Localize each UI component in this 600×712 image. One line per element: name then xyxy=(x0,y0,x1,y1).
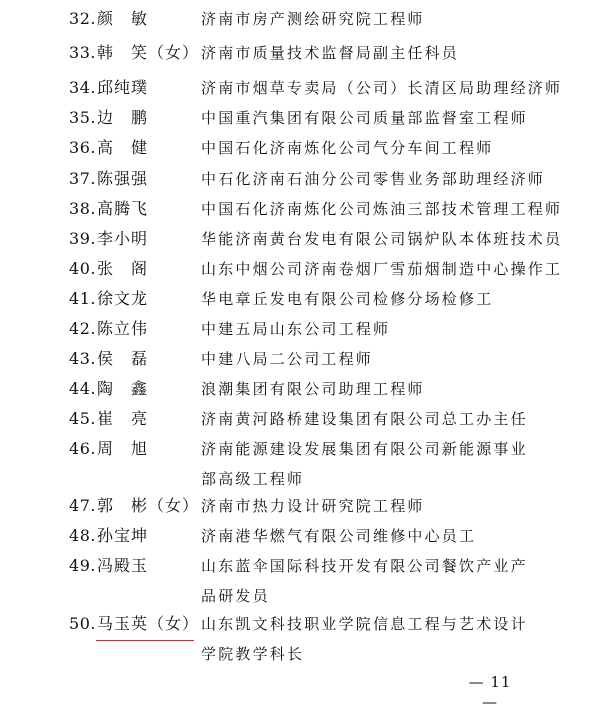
entry-number: 37. xyxy=(69,169,96,188)
entry-number: 46. xyxy=(69,439,96,458)
org-line: 济南市热力设计研究院工程师 xyxy=(201,497,425,515)
org-line-continued: 部高级工程师 xyxy=(201,470,305,488)
list-item xyxy=(0,404,600,434)
list-item xyxy=(0,224,600,254)
entry-number: 49. xyxy=(69,556,96,575)
entry-organization xyxy=(201,38,531,68)
entry-organization xyxy=(201,73,563,103)
entry-number: 48. xyxy=(69,526,96,545)
entry-organization xyxy=(201,164,546,194)
entry-organization xyxy=(201,224,563,254)
org-line: 济南港华燃气有限公司维修中心员工 xyxy=(201,527,477,545)
org-line: 山东蓝伞国际科技开发有限公司餐饮产业产 xyxy=(201,557,528,575)
entry-organization xyxy=(201,103,531,133)
entry-number: 39. xyxy=(69,229,96,248)
entry-number: 36. xyxy=(69,138,96,157)
org-line: 华电章丘发电有限公司检修分场检修工 xyxy=(201,290,494,308)
entry-name: 周 旭 xyxy=(97,439,149,458)
list-item xyxy=(0,284,600,314)
list-item xyxy=(0,374,600,404)
entry-number: 47. xyxy=(69,496,96,515)
entry-name: 马玉英（女） xyxy=(97,614,200,633)
org-line-continued: 学院教学科长 xyxy=(201,645,305,663)
list-item xyxy=(0,314,600,344)
entry-number: 35. xyxy=(69,108,96,127)
entry-name: 高 健 xyxy=(97,138,149,157)
entry-organization xyxy=(201,404,531,434)
list-item xyxy=(0,4,600,34)
list-item xyxy=(0,133,600,163)
entry-name: 邱纯璞 xyxy=(97,78,149,97)
org-line-continued: 品研发员 xyxy=(201,587,270,605)
entry-number: 43. xyxy=(69,349,96,368)
entry-name: 李小明 xyxy=(97,229,149,248)
list-item xyxy=(0,521,600,551)
entry-organization xyxy=(201,374,531,404)
entry-organization xyxy=(201,344,531,374)
entry-number: 38. xyxy=(69,199,96,218)
entry-name: 徐文龙 xyxy=(97,289,149,308)
entry-organization xyxy=(201,4,531,34)
entry-organization xyxy=(201,521,531,551)
entry-organization xyxy=(201,609,531,669)
org-line: 中国石化济南炼化公司炼油三部技术管理工程师 xyxy=(201,200,563,218)
entry-organization xyxy=(201,314,531,344)
list-item xyxy=(0,73,600,103)
org-line: 济南能源建设发展集团有限公司新能源事业 xyxy=(201,440,528,458)
org-line: 济南市质量技术监督局副主任科员 xyxy=(201,44,460,62)
org-line: 中石化济南石油分公司零售业务部助理经济师 xyxy=(201,170,546,188)
entry-organization xyxy=(201,551,531,611)
entry-number: 32. xyxy=(69,9,96,28)
org-line: 山东凯文科技职业学院信息工程与艺术设计 xyxy=(201,615,528,633)
org-line: 中建五局山东公司工程师 xyxy=(201,320,391,338)
entry-organization xyxy=(201,491,531,521)
org-line: 济南市烟草专卖局（公司）长清区局助理经济师 xyxy=(201,79,563,97)
entry-organization xyxy=(201,133,531,163)
list-item xyxy=(0,551,600,611)
entry-name: 冯殿玉 xyxy=(97,556,149,575)
entry-organization xyxy=(201,434,531,494)
entry-organization xyxy=(201,194,563,224)
list-item xyxy=(0,194,600,224)
entry-name: 陈强强 xyxy=(97,169,149,188)
entry-name: 陈立伟 xyxy=(97,319,149,338)
org-line: 山东中烟公司济南卷烟厂雪茄烟制造中心操作工 xyxy=(201,260,563,278)
org-line: 济南黄河路桥建设集团有限公司总工办主任 xyxy=(201,410,528,428)
page-number: — 11 — xyxy=(468,673,512,711)
list-item xyxy=(0,38,600,68)
list-item xyxy=(0,344,600,374)
list-item xyxy=(0,434,600,494)
entry-organization xyxy=(201,254,563,284)
list-item xyxy=(0,254,600,284)
entry-name: 韩 笑（女） xyxy=(97,43,200,62)
entry-name: 边 鹏 xyxy=(97,108,149,127)
entry-number: 40. xyxy=(69,259,96,278)
entry-name: 郭 彬（女） xyxy=(97,496,200,515)
list-item xyxy=(0,609,600,669)
entry-number: 34. xyxy=(69,78,96,97)
org-line: 中建八局二公司工程师 xyxy=(201,350,374,368)
list-item xyxy=(0,491,600,521)
entry-name: 陶 鑫 xyxy=(97,379,149,398)
list-item xyxy=(0,164,600,194)
org-line: 济南市房产测绘研究院工程师 xyxy=(201,10,425,28)
entry-name: 张 阁 xyxy=(97,259,149,278)
entry-number: 44. xyxy=(69,379,96,398)
entry-name: 崔 亮 xyxy=(97,409,149,428)
org-line: 中国石化济南炼化公司气分车间工程师 xyxy=(201,139,494,157)
org-line: 华能济南黄台发电有限公司锅炉队本体班技术员 xyxy=(201,230,563,248)
entry-number: 45. xyxy=(69,409,96,428)
org-line: 中国重汽集团有限公司质量部监督室工程师 xyxy=(201,109,528,127)
entry-name: 孙宝坤 xyxy=(97,526,149,545)
entry-name: 高腾飞 xyxy=(97,199,149,218)
entry-number: 41. xyxy=(69,289,96,308)
entry-organization xyxy=(201,284,531,314)
entry-number: 42. xyxy=(69,319,96,338)
list-item xyxy=(0,103,600,133)
entry-name: 侯 磊 xyxy=(97,349,149,368)
entry-number: 33. xyxy=(69,43,96,62)
entry-number: 50. xyxy=(69,614,96,633)
entry-name: 颜 敏 xyxy=(97,9,149,28)
org-line: 浪潮集团有限公司助理工程师 xyxy=(201,380,425,398)
name-underline-mark xyxy=(96,640,194,641)
